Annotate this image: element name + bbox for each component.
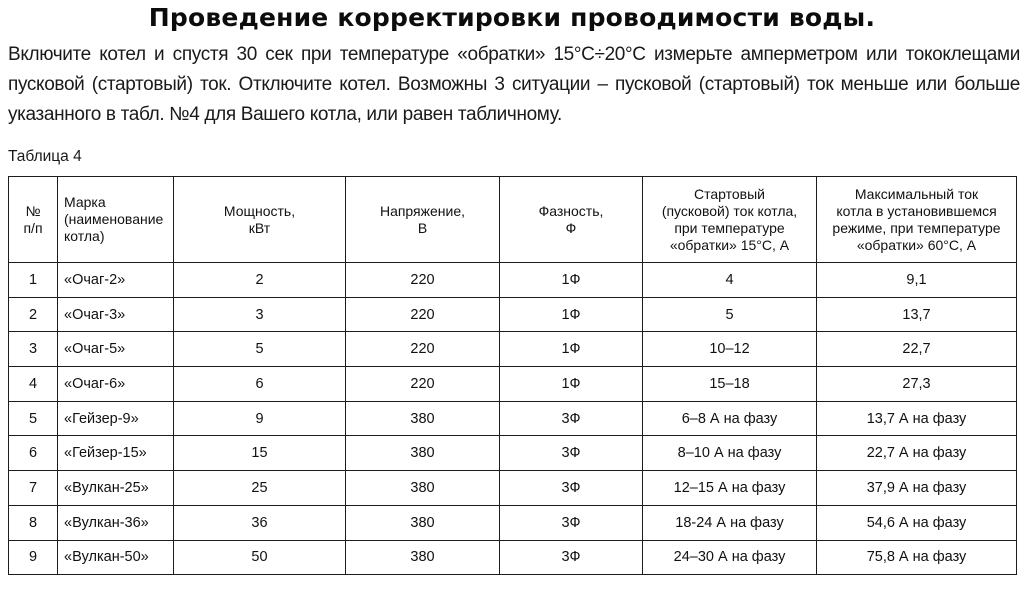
intro-paragraph: Включите котел и спустя 30 сек при температуре «обратки» 15°С÷20°С измерьте амперметром или тококлещами пусковой (стартовый) ток. Отключите котел. Возможны 3 ситуации – пусковой (стартовый) ток меньше или больше указанного в табл. №4 для Вашего котла, или равен табличному. xyxy=(8,44,1020,125)
cell-phase: 1Ф xyxy=(500,263,643,298)
cell-start-current: 12–15 А на фазу xyxy=(643,471,817,506)
cell-max-current: 22,7 А на фазу xyxy=(817,436,1017,471)
header-number: № п/п xyxy=(9,177,58,263)
cell-number: 8 xyxy=(9,505,58,540)
cell-number: 9 xyxy=(9,540,58,575)
cell-phase: 3Ф xyxy=(500,540,643,575)
cell-brand: «Вулкан-25» xyxy=(58,471,174,506)
cell-phase: 3Ф xyxy=(500,505,643,540)
cell-number: 4 xyxy=(9,367,58,402)
cell-brand: «Очаг-5» xyxy=(58,332,174,367)
cell-number: 5 xyxy=(9,401,58,436)
table-header-row xyxy=(9,177,1017,263)
cell-number: 1 xyxy=(9,263,58,298)
cell-voltage: 380 xyxy=(346,471,500,506)
table-row xyxy=(9,332,1017,367)
cell-phase: 3Ф xyxy=(500,401,643,436)
cell-phase: 3Ф xyxy=(500,471,643,506)
cell-start-current: 24–30 А на фазу xyxy=(643,540,817,575)
cell-power: 15 xyxy=(174,436,346,471)
cell-power: 25 xyxy=(174,471,346,506)
cell-number: 3 xyxy=(9,332,58,367)
table-row xyxy=(9,401,1017,436)
table-row xyxy=(9,471,1017,506)
cell-max-current: 27,3 xyxy=(817,367,1017,402)
cell-voltage: 380 xyxy=(346,401,500,436)
cell-brand: «Очаг-2» xyxy=(58,263,174,298)
cell-voltage: 220 xyxy=(346,332,500,367)
cell-start-current: 5 xyxy=(643,297,817,332)
cell-number: 2 xyxy=(9,297,58,332)
table-row xyxy=(9,436,1017,471)
cell-power: 3 xyxy=(174,297,346,332)
cell-phase: 1Ф xyxy=(500,367,643,402)
table-body xyxy=(9,263,1017,575)
cell-max-current: 9,1 xyxy=(817,263,1017,298)
header-phase: Фазность, Ф xyxy=(500,177,643,263)
cell-max-current: 22,7 xyxy=(817,332,1017,367)
cell-phase: 1Ф xyxy=(500,297,643,332)
table-row xyxy=(9,540,1017,575)
cell-power: 5 xyxy=(174,332,346,367)
cell-voltage: 220 xyxy=(346,367,500,402)
cell-phase: 1Ф xyxy=(500,332,643,367)
cell-power: 2 xyxy=(174,263,346,298)
cell-number: 7 xyxy=(9,471,58,506)
cell-brand: «Гейзер-15» xyxy=(58,436,174,471)
cell-brand: «Вулкан-36» xyxy=(58,505,174,540)
cell-power: 50 xyxy=(174,540,346,575)
cell-brand: «Очаг-3» xyxy=(58,297,174,332)
cell-start-current: 15–18 xyxy=(643,367,817,402)
cell-start-current: 8–10 А на фазу xyxy=(643,436,817,471)
table-row xyxy=(9,367,1017,402)
cell-start-current: 10–12 xyxy=(643,332,817,367)
cell-phase: 3Ф xyxy=(500,436,643,471)
cell-voltage: 220 xyxy=(346,263,500,298)
table-row xyxy=(9,297,1017,332)
cell-voltage: 380 xyxy=(346,540,500,575)
cell-voltage: 220 xyxy=(346,297,500,332)
header-max-current: Максимальный ток котла в установившемся режиме, при температуре «обратки» 60°С, А xyxy=(817,177,1017,263)
cell-brand: «Вулкан-50» xyxy=(58,540,174,575)
header-start-current: Стартовый (пусковой) ток котла, при температуре «обратки» 15°С, А xyxy=(643,177,817,263)
cell-power: 36 xyxy=(174,505,346,540)
cell-voltage: 380 xyxy=(346,505,500,540)
header-brand: Марка (наименование котла) xyxy=(58,177,174,263)
cell-start-current: 6–8 А на фазу xyxy=(643,401,817,436)
cell-power: 9 xyxy=(174,401,346,436)
cell-max-current: 13,7 xyxy=(817,297,1017,332)
cell-max-current: 37,9 А на фазу xyxy=(817,471,1017,506)
cell-start-current: 18-24 А на фазу xyxy=(643,505,817,540)
cell-start-current: 4 xyxy=(643,263,817,298)
cell-number: 6 xyxy=(9,436,58,471)
header-power: Мощность, кВт xyxy=(174,177,346,263)
table-row xyxy=(9,505,1017,540)
table-caption: Таблица 4 xyxy=(8,148,82,165)
cell-brand: «Очаг-6» xyxy=(58,367,174,402)
cell-power: 6 xyxy=(174,367,346,402)
cell-voltage: 380 xyxy=(346,436,500,471)
boiler-table xyxy=(8,176,1017,575)
cell-max-current: 54,6 А на фазу xyxy=(817,505,1017,540)
cell-max-current: 75,8 А на фазу xyxy=(817,540,1017,575)
table-row xyxy=(9,263,1017,298)
header-voltage: Напряжение, В xyxy=(346,177,500,263)
cell-max-current: 13,7 А на фазу xyxy=(817,401,1017,436)
page-title: Проведение корректировки проводимости воды. xyxy=(148,3,876,32)
cell-brand: «Гейзер-9» xyxy=(58,401,174,436)
